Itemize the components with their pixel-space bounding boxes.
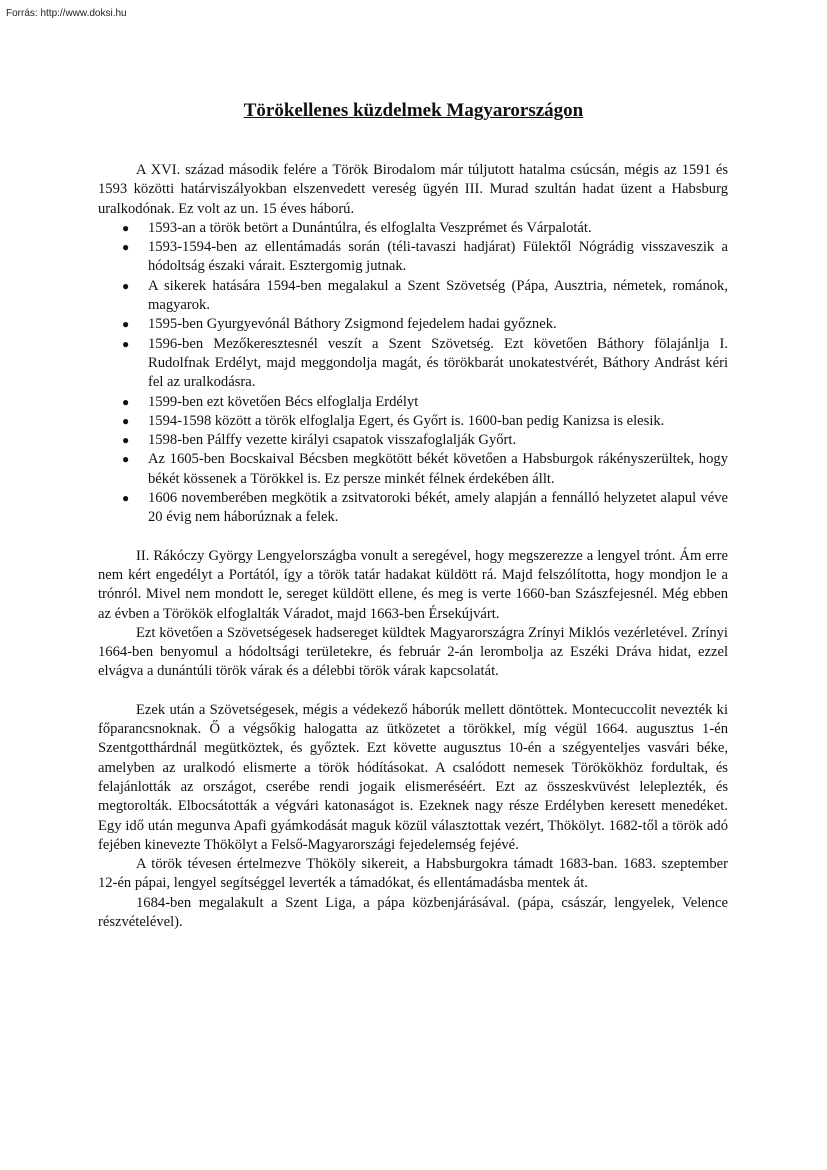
body-paragraph: A török tévesen értelmezve Thököly sikereit, a Habsburgokra támadt 1683-ban. 1683. szeptember 12-én pápai, lengyel segítséggel leverték a támadókat, és ellentámadásba mentek át. xyxy=(98,856,728,892)
list-item xyxy=(122,335,728,393)
list-item-text: 1606 novemberében megkötik a zsitvatoroki békét, amely alapján a fennálló helyzetet alapul véve 20 évig nem háborúznak a felek. xyxy=(148,490,728,526)
list-item-text: Az 1605-ben Bocskaival Bécsben megkötött békét követően a Habsburgok rákényszerültek, hogy békét kössenek a Törökkel is. Ez persze minkét félnek érdekében állt. xyxy=(148,451,728,487)
bullet-icon: ● xyxy=(122,336,130,351)
list-item-text: 1593-an a török betört a Dunántúlra, és elfoglalta Veszprémet és Várpalotát. xyxy=(148,219,592,236)
bullet-icon: ● xyxy=(122,220,130,235)
list-item xyxy=(122,450,728,489)
list-item xyxy=(122,431,728,450)
event-list xyxy=(98,219,728,528)
body-paragraph: Ezek után a Szövetségesek, mégis a védekező háborúk mellett döntöttek. Montecuccolit nevezték ki főparancsnoknak. Ő a végsőkig halogatta az ütközetet a törökkel, míg végül 1664. augusztus 1-én Szentgotthárdnál megütköztek, és győztek. Ezt követte augusztus 10-én a szégyenteljes vasvári béke, amelyben az uralkodó elismerte a török hódításokat. A csalódott nemesek Törökökhöz fordultak, és felajánlották az országot, cserébe rendi jogaik elismeréséért. Ezt az összeskvüvést leleplezték, és megtorolták. Elbocsátották a végvári katonaságot is. Ezeknek nagy része Erdélyben keresett menedéket. Egy idő után megunva Apafi gyámkodását maguk közül választottak vezért, Thökölyt. 1682-től a török adó fejében kinevezte Thökölyt a Felső-Magyarországi fejedelemség fejévé. xyxy=(98,701,728,853)
bullet-icon: ● xyxy=(122,433,130,448)
list-item xyxy=(122,315,728,334)
intro-paragraph: A XVI. század második felére a Török Birodalom már túljutott hatalma csúcsán, mégis az 1591 és 1593 közötti határviszályokban elszenvedett vereség ügyén III. Murad szultán hadat üzent a Habsburg uralkodónak. Ez volt az un. 15 éves háború. xyxy=(98,162,728,217)
list-item xyxy=(122,277,728,316)
list-item-text: A sikerek hatására 1594-ben megalakul a Szent Szövetség (Pápa, Ausztria, németek, románok, magyarok. xyxy=(148,277,728,314)
list-item-text: 1596-ben Mezőkeresztesnél veszít a Szent Szövetség. Ezt követően Báthory fölajánlja I. Rudolfnak Erdélyt, majd meggondolja magát, és törökbarát unokatestvérét, Báthory Andrást kéri fel az uralkodásra. xyxy=(148,335,728,391)
document-title: Törökellenes küzdelmek Magyarországon xyxy=(243,100,584,121)
list-item-text: 1599-ben ezt követően Bécs elfoglalja Erdélyt xyxy=(148,393,419,410)
bullet-icon: ● xyxy=(122,240,130,255)
body-paragraph: Ezt követően a Szövetségesek hadsereget küldtek Magyarországra Zrínyi Miklós vezérletével. Zrínyi 1664-ben benyomul a hódoltsági területekre, és február 2-án lerombolja az Eszéki Dráva hidat, ezzel elvágva a dunántúli török várak és a délebbi török várak kapcsolatát. xyxy=(98,624,728,680)
list-item-text: 1595-ben Gyurgyevónál Báthory Zsigmond fejedelem hadai győznek. xyxy=(148,316,557,333)
list-item xyxy=(122,219,728,238)
list-item-text: 1593-1594-ben az ellentámadás során (téli-tavaszi hadjárat) Fülektől Nógrádig visszaveszik a hódoltság északi várait. Esztergomig jutnak. xyxy=(148,239,728,275)
list-item xyxy=(122,238,728,277)
bullet-icon: ● xyxy=(122,413,130,428)
bullet-icon: ● xyxy=(122,317,130,332)
document-body xyxy=(98,161,728,932)
list-item xyxy=(122,412,728,431)
list-item xyxy=(122,489,728,528)
list-item xyxy=(122,393,728,412)
body-paragraph: 1684-ben megalakult a Szent Liga, a pápa közbenjárásával. (pápa, császár, lengyelek, Velence részvételével). xyxy=(98,894,728,930)
body-paragraph: II. Rákóczy György Lengyelországba vonult a seregével, hogy megszerezze a lengyel trónt. Ám erre nem kért engedélyt a Portától, így a török tatár hadakat küldött rá. Majd felszólította, hogy mondjon le a trónról. Mivel nem mondott le, sereget küldött ellene, és meg is verte 1660-ban Szászfejesnél. Még ebben az évben a Törökök elfoglalták Váradot, majd 1663-ben Érsekújvárt. xyxy=(98,547,728,622)
bullet-icon: ● xyxy=(122,278,130,293)
list-item-text: 1594-1598 között a török elfoglalja Egert, és Győrt is. 1600-ban pedig Kanizsa is elesik. xyxy=(148,412,665,429)
list-item-text: 1598-ben Pálffy vezette királyi csapatok visszafoglalják Győrt. xyxy=(148,432,517,449)
source-header: Forrás: http://www.doksi.hu xyxy=(6,8,127,19)
bullet-icon: ● xyxy=(122,491,130,506)
bullet-icon: ● xyxy=(122,452,130,467)
bullet-icon: ● xyxy=(122,394,130,409)
